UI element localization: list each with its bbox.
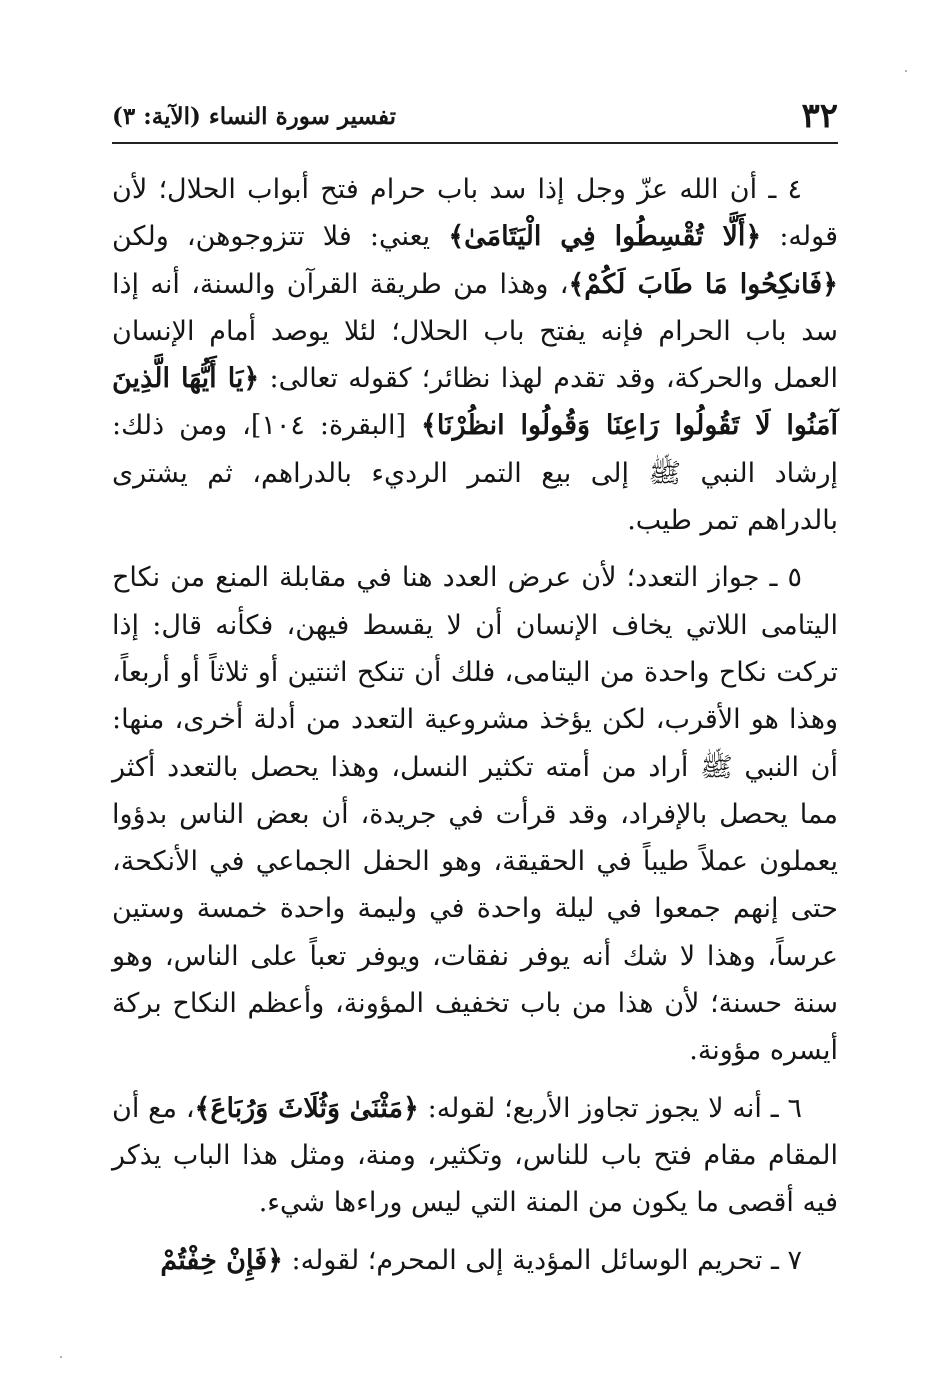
header-title: تفسير سورة النساء (الآية: ٣) bbox=[112, 103, 397, 130]
paragraph-6-text-b: ، مع أن المقام مقام فتح باب للناس، وتكثير، ومنة، ومثل هذا الباب يذكر فيه أقصى ما يكون من المنة التي ليس وراءها شيء. bbox=[112, 1092, 838, 1219]
paragraph-4 bbox=[112, 166, 838, 544]
paragraph-7 bbox=[112, 1237, 838, 1284]
quran-quote-mathna: ﴿مَثْنَىٰ وَثُلَاثَ وَرُبَاعَ﴾ bbox=[194, 1092, 419, 1124]
paragraph-6-text-a: ٦ ـ أنه لا يجوز تجاوز الأربع؛ لقوله: bbox=[418, 1092, 802, 1124]
quran-quote-raina: ﴿يَا أَيُّهَا الَّذِينَ آمَنُوا لَا تَقُولُوا رَاعِنَا وَقُولُوا انظُرْنَا﴾ bbox=[112, 363, 838, 442]
quran-quote-fain-khiftum: ﴿فَإِنْ خِفْتُمْ bbox=[160, 1244, 283, 1276]
paragraph-4-text-a: ٤ ـ أن الله عزّ وجل إذا سد باب حرام فتح أبواب الحلال؛ لأن قوله: bbox=[112, 174, 838, 253]
paragraph-6 bbox=[112, 1085, 838, 1227]
paragraph-4-text-b: يعني: فلا تتزوجوهن، ولكن bbox=[112, 221, 449, 253]
scan-speck bbox=[905, 70, 907, 72]
scan-speck bbox=[60, 1356, 62, 1358]
page-number: ٣٢ bbox=[801, 96, 838, 136]
page-body bbox=[112, 166, 838, 1284]
paragraph-5: ٥ ـ جواز التعدد؛ لأن عرض العدد هنا في مقابلة المنع من نكاح اليتامى اللاتي يخاف الإنسان أن لا يقسط فيهن، فكأنه قال: إذا تركت نكاح واحدة من اليتامى، فلك أن تنكح اثنتين أو ثلاثاً أو أربعاً، وهذا هو الأقرب، لكن يؤخذ مشروعية التعدد من أدلة أخرى، منها: أن النبي ﷺ أراد من أمته تكثير النسل، وهذا يحصل بالتعدد أكثر مما يحصل بالإفراد، وقد قرأت في جريدة، أن بعض الناس بدؤوا يعملون عملاً طيباً في الحقيقة، وهو الحفل الجماعي في الأنكحة، حتى إنهم جمعوا في ليلة واحدة في وليمة واحدة خمسة وستين عرساً، وهذا لا شك أنه يوفر نفقات، ويوفر تعباً على الناس، وهو سنة حسنة؛ لأن هذا من باب تخفيف المؤونة، وأعظم النكاح بركة أيسره مؤونة. bbox=[112, 562, 838, 1067]
quran-quote-la-tuqsitu: ﴿أَلَّا تُقْسِطُوا فِي الْيَتَامَىٰ﴾ bbox=[448, 221, 762, 253]
header-rule bbox=[112, 142, 838, 144]
paragraph-4-text-d: [البقرة: ١٠٤]، ومن ذلك: إرشاد النبي ﷺ إلى بيع التمر الرديء بالدراهم، ثم يشترى بالدراهم تمر طيب. bbox=[112, 410, 838, 537]
paragraph-4-text-c: ، وهذا من طريقة القرآن والسنة، أنه إذا سد باب الحرام فإنه يفتح باب الحلال؛ لئلا يوصد أمام الإنسان العمل والحركة، وقد تقدم لهذا نظائر؛ كقوله تعالى: bbox=[112, 268, 838, 395]
quran-quote-fankihu: ﴿فَانكِحُوا مَا طَابَ لَكُمْ﴾ bbox=[568, 268, 838, 300]
paragraph-7-text-a: ٧ ـ تحريم الوسائل المؤدية إلى المحرم؛ لقوله: bbox=[282, 1244, 802, 1276]
running-header bbox=[112, 96, 838, 140]
